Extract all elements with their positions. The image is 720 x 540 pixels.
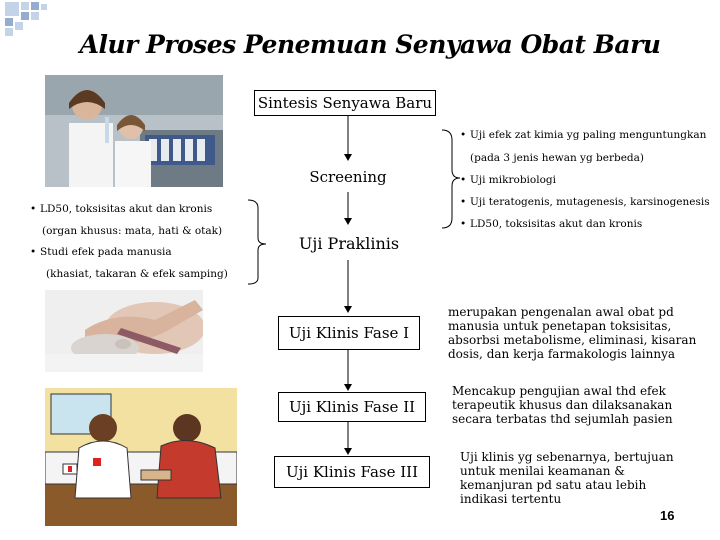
screening-note-text: Uji teratogenis, mutagenesis, karsinogenesis	[470, 196, 710, 208]
bullet-dot: •	[460, 196, 467, 208]
praklinis-note-text: (organ khusus: mata, hati & otak)	[42, 225, 223, 237]
brace-screening-notes	[442, 130, 460, 228]
sintesis-box: Sintesis Senyawa Baru	[254, 90, 436, 116]
screening-note-text: (pada 3 jenis hewan yg berbeda)	[470, 152, 645, 164]
praklinis-label: Uji Praklinis	[298, 233, 400, 253]
screening-note	[460, 218, 642, 231]
screening-note-text: LD50, toksisitas akut dan kronis	[470, 218, 643, 230]
fase3-desc-line: untuk menilai keamanan &	[460, 464, 625, 478]
praklinis-note	[42, 225, 222, 238]
fase1-desc-line: dosis, dan kerja farmakologis lainnya	[448, 347, 676, 361]
fase3-desc-line: indikasi tertentu	[460, 492, 562, 506]
fase1-box: Uji Klinis Fase I	[278, 316, 420, 350]
fase3-desc-line: Uji klinis yg sebenarnya, bertujuan	[460, 450, 674, 464]
fase1-description	[448, 305, 710, 361]
praklinis-note-text: (khasiat, takaran & efek samping)	[46, 268, 228, 280]
screening-note	[460, 129, 706, 142]
slide-title: Alur Proses Penemuan Senyawa Obat Baru	[79, 30, 661, 59]
praklinis-note-text: LD50, toksisitas akut dan kronis	[40, 203, 213, 215]
screening-note	[460, 174, 556, 187]
fase2-desc-line: Mencakup pengujian awal thd efek	[452, 384, 666, 398]
fase3-description	[460, 450, 700, 506]
bullet-dot: •	[460, 218, 467, 230]
screening-note-text: Uji mikrobiologi	[470, 174, 556, 186]
screening-label: Screening	[309, 168, 387, 186]
fase2-desc-line: secara terbatas thd sejumlah pasien	[452, 412, 673, 426]
fase1-desc-line: merupakan pengenalan awal obat pd	[448, 305, 674, 319]
praklinis-note	[30, 203, 212, 216]
page-number: 16	[660, 508, 675, 523]
bullet-dot: •	[30, 246, 37, 258]
praklinis-note-text: Studi efek pada manusia	[40, 246, 172, 258]
bullet-dot: •	[30, 203, 37, 215]
screening-note-text: Uji efek zat kimia yg paling menguntungkan	[470, 129, 707, 141]
fase2-desc-line: terapeutik khusus dan dilaksanakan	[452, 398, 673, 412]
fase2-description	[452, 384, 702, 426]
fase3-desc-line: kemanjuran pd satu atau lebih	[460, 478, 647, 492]
brace-praklinis-notes	[248, 200, 266, 284]
praklinis-note	[46, 268, 228, 281]
bullet-dot: •	[460, 129, 467, 141]
fase1-desc-line: manusia untuk penetapan toksisitas,	[448, 319, 672, 333]
fase3-box: Uji Klinis Fase III	[274, 456, 430, 488]
bullet-dot: •	[460, 174, 467, 186]
screening-note	[460, 196, 710, 209]
praklinis-note	[30, 246, 172, 259]
fase1-desc-line: absorbsi metabolisme, eliminasi, kisaran	[448, 333, 697, 347]
screening-note	[470, 152, 644, 165]
fase2-box: Uji Klinis Fase II	[278, 392, 426, 422]
